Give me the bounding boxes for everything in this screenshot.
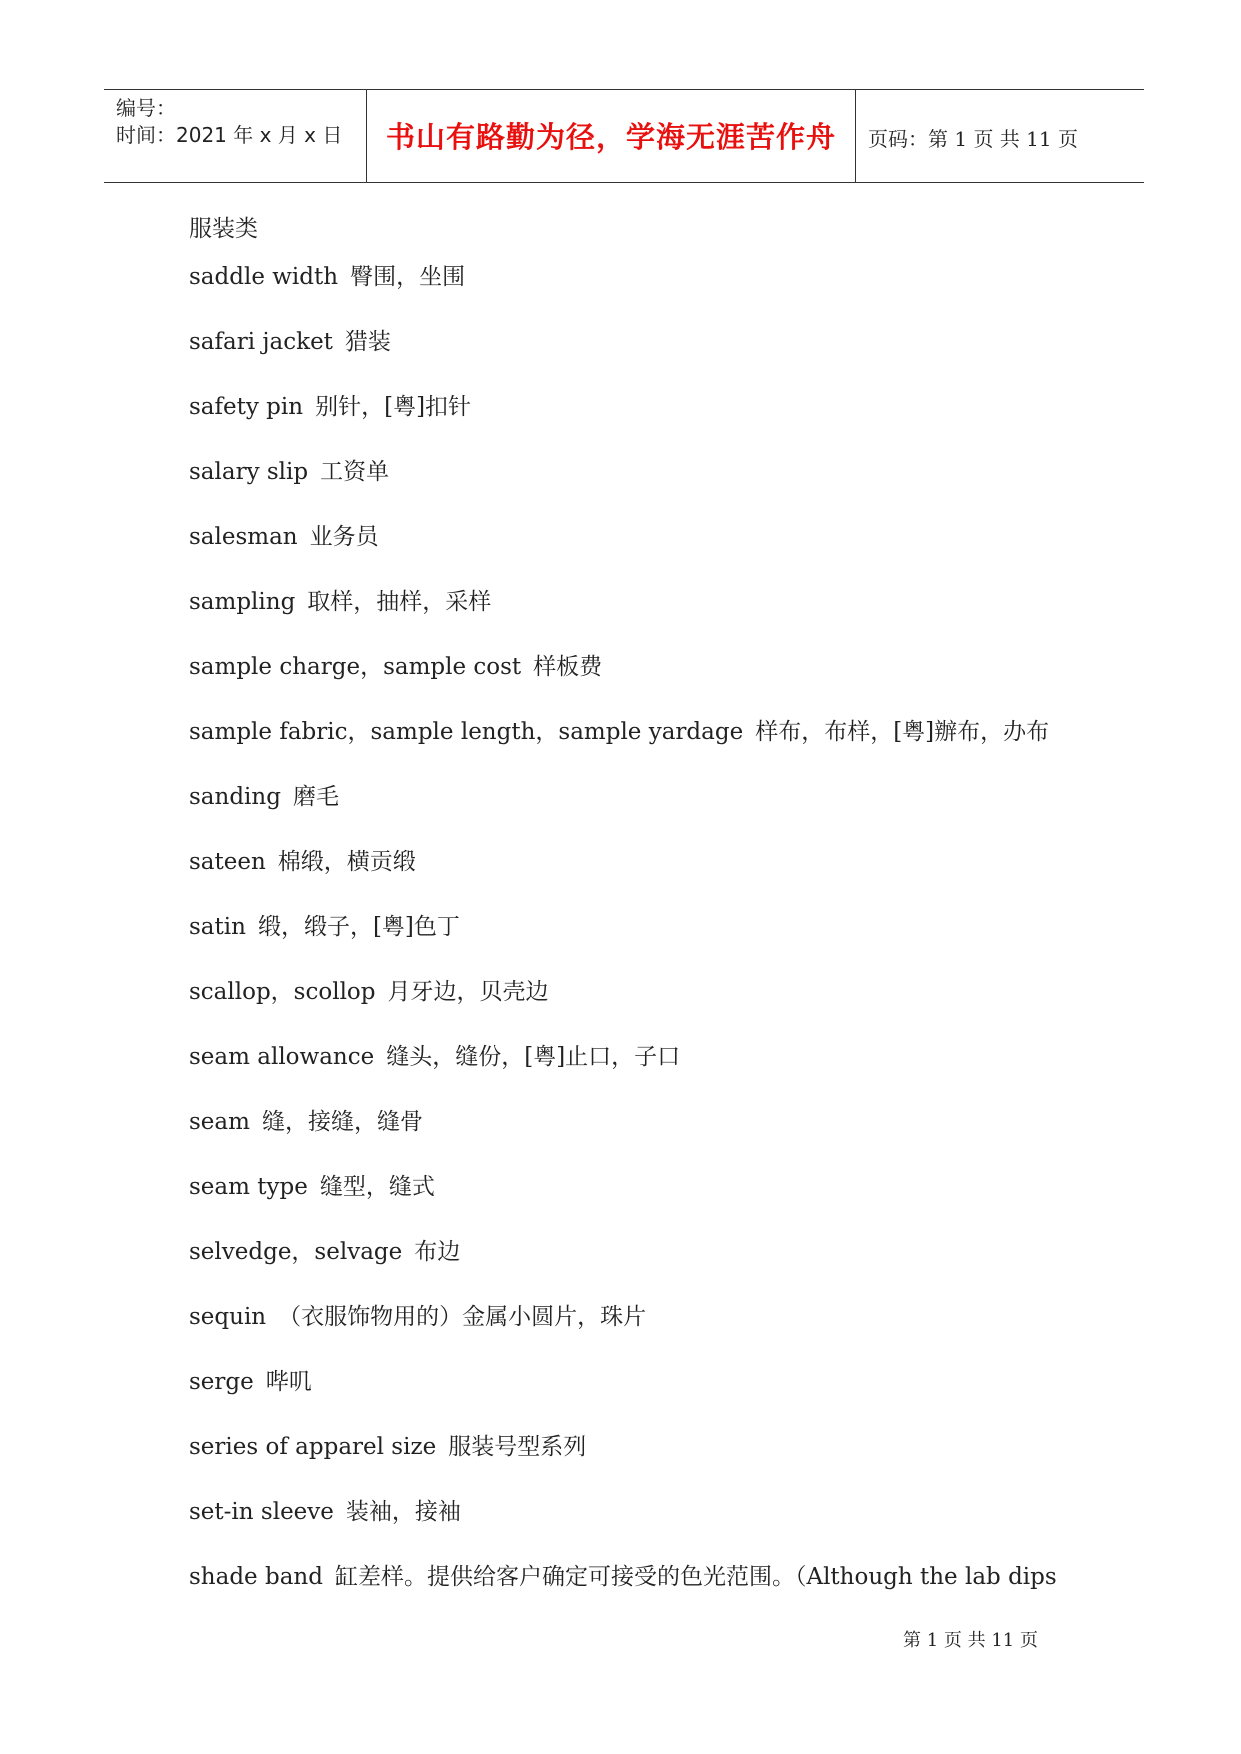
glossary-entry [189, 1038, 680, 1071]
entry-term: satin [189, 914, 246, 940]
entry-definition: 装袖，接袖 [345, 1499, 461, 1525]
document-header [104, 89, 1144, 183]
entry-definition: 缝头，缝份，[粤]止口，子口 [386, 1044, 681, 1070]
entry-definition: 服装号型系列 [448, 1434, 587, 1460]
entry-term: shade band [189, 1564, 323, 1590]
entry-definition: 工资单 [320, 459, 390, 485]
glossary-entry [189, 1168, 435, 1201]
entry-definition: 哔叽 [265, 1369, 312, 1395]
entry-term: sampling [189, 589, 296, 615]
glossary-entry [189, 908, 460, 941]
glossary-entry [189, 388, 471, 421]
entry-definition: 取样，抽样，采样 [307, 589, 492, 615]
entry-term: series of apparel size [189, 1434, 437, 1460]
glossary-entry [189, 258, 465, 291]
entry-definition: 缸差样。提供给客户确定可接受的色光范围。（Although the lab dips [334, 1564, 1057, 1590]
glossary-entry [189, 1428, 586, 1461]
glossary-entry [189, 453, 389, 486]
entry-definition: 缝，接缝，缝骨 [261, 1109, 423, 1135]
entry-definition: 样板费 [533, 654, 603, 680]
number-label: 编号： [116, 96, 176, 120]
entry-definition: 臀围，坐围 [350, 264, 466, 290]
entry-term: seam type [189, 1174, 308, 1200]
entry-term: saddle width [189, 264, 339, 290]
glossary-entry [189, 778, 339, 811]
entry-definition: 布边 [414, 1239, 461, 1265]
page-footer: 第 1 页 共 11 页 [903, 1630, 1038, 1651]
glossary-entry [189, 648, 602, 681]
entry-definition: 月牙边，贝壳边 [387, 979, 549, 1005]
glossary-entry [189, 583, 491, 616]
entry-definition: 别针，[粤]扣针 [315, 394, 472, 420]
glossary-entry [189, 518, 379, 551]
entry-definition: 缎，缎子，[粤]色丁 [257, 914, 460, 940]
glossary-entry [189, 713, 1049, 746]
glossary-entry [189, 1363, 312, 1396]
motto-text: 书山有路勤为径，学海无涯苦作舟 [385, 120, 836, 154]
entry-term: sanding [189, 784, 281, 810]
entry-term: sequin [189, 1304, 267, 1330]
entry-term: selvedge，selvage [189, 1239, 403, 1265]
entry-definition: 猎装 [344, 329, 391, 355]
entry-term: salary slip [189, 459, 309, 485]
entry-term: set-in sleeve [189, 1499, 334, 1525]
entry-definition: 磨毛 [292, 784, 339, 810]
entry-term: seam allowance [189, 1044, 375, 1070]
entry-definition: （衣服饰物用的）金属小圆片，珠片 [278, 1304, 647, 1330]
glossary-entry [189, 1298, 646, 1331]
entry-term: salesman [189, 524, 298, 550]
entry-term: scallop，scollop [189, 979, 376, 1005]
time-label: 时间：2021 年 x 月 x 日 [116, 123, 343, 147]
entry-term: sample charge，sample cost [189, 654, 522, 680]
glossary-entry [189, 1493, 461, 1526]
entry-definition: 样布，布样，[粤]辦布，办布 [755, 719, 1050, 745]
glossary-entry [189, 1558, 1057, 1591]
header-meta-cell [104, 90, 366, 182]
entry-term: serge [189, 1369, 254, 1395]
glossary-entry [189, 973, 549, 1006]
section-title: 服装类 [189, 216, 258, 242]
glossary-entry [189, 323, 391, 356]
entry-term: safety pin [189, 394, 304, 420]
entry-term: safari jacket [189, 329, 333, 355]
header-page-cell [856, 90, 1144, 182]
entry-term: sample fabric，sample length，sample yardage [189, 719, 744, 745]
glossary-entry [189, 1103, 423, 1136]
glossary-entry [189, 843, 416, 876]
page-info: 页码：第 1 页 共 11 页 [868, 127, 1078, 151]
entry-term: sateen [189, 849, 266, 875]
glossary-entry [189, 1233, 460, 1266]
entry-definition: 业务员 [309, 524, 379, 550]
header-motto-cell [366, 90, 856, 182]
entry-definition: 棉缎，横贡缎 [277, 849, 416, 875]
entry-term: seam [189, 1109, 250, 1135]
entry-definition: 缝型，缝式 [319, 1174, 435, 1200]
